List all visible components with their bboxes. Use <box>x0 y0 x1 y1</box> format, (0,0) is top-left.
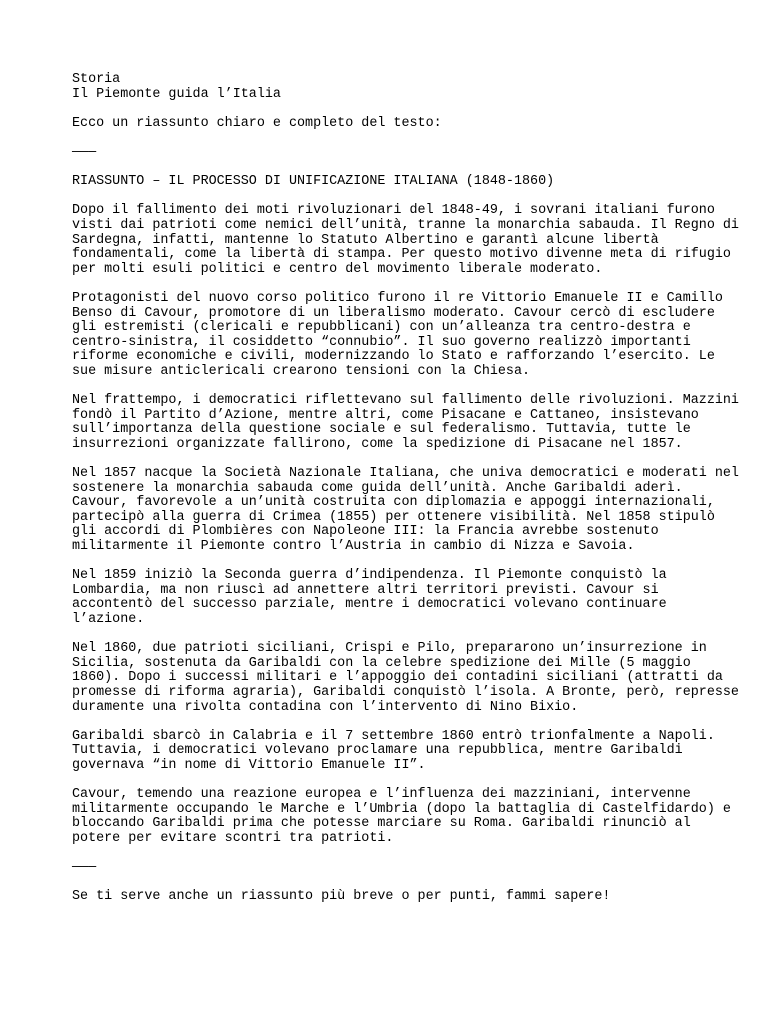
paragraph-line: Cavour, favorevole a un’unità costruita con diplomazia e appoggi internazionali, <box>72 495 715 511</box>
summary-paragraph <box>72 203 739 277</box>
closing-text: Se ti serve anche un riassunto più breve o per punti, fammi sapere! <box>72 889 611 905</box>
subject-label: Storia <box>72 72 121 87</box>
paragraph-line: Lombardia, ma non riuscì ad annettere altri territori previsti. Cavour si <box>72 582 659 598</box>
summary-paragraph <box>72 787 731 846</box>
paragraph-line: Tuttavia, i democratici volevano proclamare una repubblica, mentre Garibaldi <box>72 743 683 759</box>
paragraph-line: fondò il Partito d’Azione, mentre altri, come Pisacane e Cattaneo, insistevano <box>72 407 699 423</box>
paragraph-line: governava “in nome di Vittorio Emanuele II”. <box>72 757 426 773</box>
paragraph-line: sostenere la monarchia sabauda come guida dell’unità. Anche Garibaldi aderì. <box>72 480 683 496</box>
paragraph-line: Benso di Cavour, promotore di un liberalismo moderato. Cavour cercò di escludere <box>72 305 715 321</box>
paragraph-line: Nel 1860, due patrioti siciliani, Crispi e Pilo, prepararono un’insurrezione in <box>72 641 707 657</box>
summary-body <box>72 203 739 846</box>
paragraph-line: militarmente occupando le Marche e l’Umbria (dopo la battaglia di Castelfidardo) e <box>72 801 731 817</box>
paragraph-line: duramente una rivolta contadina con l’intervento di Nino Bixio. <box>72 699 579 715</box>
paragraph-line: centro-sinistra, il cosiddetto “connubio”. Il suo governo realizzò importanti <box>72 334 691 350</box>
intro-text: Ecco un riassunto chiaro e completo del testo: <box>72 115 442 131</box>
paragraph-line: promesse di riforma agraria), Garibaldi conquistò l’isola. A Bronte, però, represse <box>72 684 739 700</box>
document-page <box>72 72 739 919</box>
paragraph-line: militarmente il Piemonte contro l’Austria in cambio di Nizza e Savoia. <box>72 539 635 554</box>
paragraph-line: riforme economiche e civili, modernizzando lo Stato e rafforzando l’esercito. Le <box>72 349 715 365</box>
paragraph-line: l’azione. <box>72 611 145 627</box>
paragraph-line: fondamentali, come la libertà di stampa. Per questo motivo divenne meta di rifugio <box>72 247 731 263</box>
paragraph-line: Garibaldi sbarcò in Calabria e il 7 settembre 1860 entrò trionfalmente a Napoli. <box>72 728 715 744</box>
paragraph-line: accontentò del successo parziale, mentre i democratici volevano continuare <box>72 597 667 613</box>
paragraph-line: partecipò alla guerra di Crimea (1855) per ottenere visibilità. Nel 1858 stipulò <box>72 509 715 525</box>
separator-top: ——— <box>72 144 97 160</box>
paragraph-line: per molti esuli politici e centro del movimento liberale moderato. <box>72 261 603 277</box>
paragraph-line: gli estremisti (clericali e repubblicani) con un’alleanza tra centro-destra e <box>72 320 691 336</box>
paragraph-line: Dopo il fallimento dei moti rivoluzionari del 1848-49, i sovrani italiani furono <box>72 203 715 219</box>
summary-paragraph <box>72 290 723 380</box>
paragraph-line: gli accordi di Plombières con Napoleone III: la Francia avrebbe sostenuto <box>72 524 659 540</box>
paragraph-line: visti dai patrioti come nemici dell’unità, tranne la monarchia sabauda. Il Regno di <box>72 217 739 233</box>
paragraph-line: Nel 1857 nacque la Società Nazionale Italiana, che univa democratici e moderati nel <box>72 466 739 482</box>
paragraph-line: Nel 1859 iniziò la Seconda guerra d’indipendenza. Il Piemonte conquistò la <box>72 568 667 584</box>
summary-paragraph <box>72 641 739 715</box>
separator-bottom: ——— <box>72 860 97 876</box>
paragraph-line: Protagonisti del nuovo corso politico furono il re Vittorio Emanuele II e Camillo <box>72 290 723 306</box>
summary-heading: RIASSUNTO – IL PROCESSO DI UNIFICAZIONE ITALIANA (1848-1860) <box>72 174 555 190</box>
paragraph-line: Nel frattempo, i democratici riflettevano sul fallimento delle rivoluzioni. Mazzini <box>72 393 739 409</box>
document-title: Il Piemonte guida l’Italia <box>72 86 281 102</box>
paragraph-line: bloccando Garibaldi prima che potesse marciare su Roma. Garibaldi rinunciò al <box>72 816 691 832</box>
paragraph-line: sull’importanza della questione sociale e sul federalismo. Tuttavia, tutte le <box>72 422 691 438</box>
paragraph-line: insurrezioni organizzate fallirono, come la spedizione di Pisacane nel 1857. <box>72 436 683 452</box>
paragraph-line: Sicilia, sostenuta da Garibaldi con la celebre spedizione dei Mille (5 maggio <box>72 655 691 671</box>
paragraph-line: sue misure anticlericali crearono tensioni con la Chiesa. <box>72 363 531 379</box>
paragraph-line: potere per evitare scontri tra patrioti. <box>72 830 394 846</box>
summary-paragraph <box>72 393 739 452</box>
document-header <box>72 73 712 102</box>
paragraph-line: Sardegna, infatti, mantenne lo Statuto Albertino e garantì alcune libertà <box>72 232 659 248</box>
paragraph-line: Cavour, temendo una reazione europea e l’influenza dei mazziniani, intervenne <box>72 787 691 803</box>
summary-paragraph <box>72 569 712 627</box>
summary-paragraph <box>72 466 739 555</box>
summary-paragraph <box>72 728 715 774</box>
paragraph-line: 1860). Dopo i successi militari e l’appoggio dei contadini siciliani (attratti da <box>72 670 723 686</box>
